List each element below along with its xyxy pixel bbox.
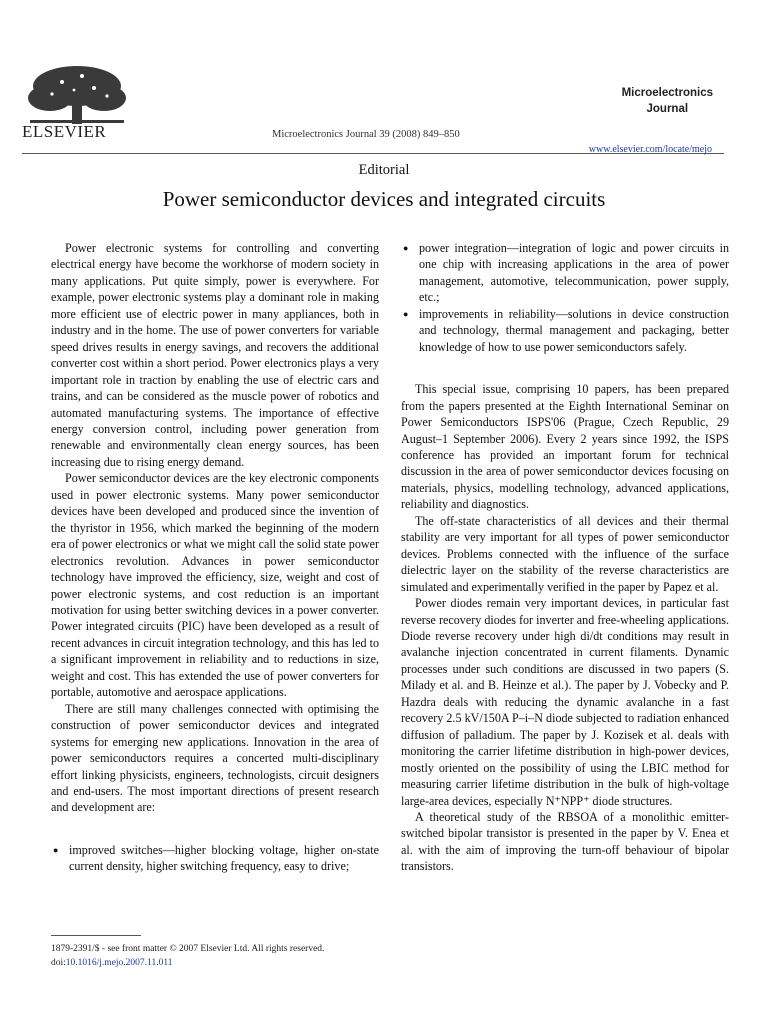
bullet-power-integration: ● power integration—integration of logic and power circuits in one chip with increasing applications in the area of power management, automotive, telecommunication, power supply, etc.; (401, 240, 729, 306)
paragraph-4: This special issue, comprising 10 papers, has been prepared from the papers presented at the Eighth International Seminar on Power Semiconductors ISPS'06 (Prague, Czech Republic, 29 August–1 September 2006). Every 2 years since 1992, the ISPS conference has provided an important forum for technical discussion in the area of power semiconductor devices focusing on materials, physics, modelling technology, advanced applications, reliability and diagnostics. (401, 382, 729, 512)
footer-rule (51, 935, 141, 936)
bullet-improved-switches: ● improved switches—higher blocking voltage, higher on-state current density, higher switching frequency, easy to drive; (51, 842, 379, 875)
publisher-name: ELSEVIER (22, 122, 107, 141)
left-column (51, 240, 379, 875)
paragraph-6: Power diodes remain very important devices, in particular fast reverse recovery diodes for inverter and free-wheeling applications. Diode reverse recovery under high di/dt conditions may result in avalanche injection concentrated in current filaments. Dynamic processes under such conditions are discussed in two papers (S. Milady et al. and B. Heinze et al.). The paper by J. Vobecky and P. Hazdra deals with reducing the dynamic avalanche in a fast recovery 2.5 kV/150A P–i–N diode subjected to radiation enhanced diffusion of palladium. The paper by J. Kozisek et al. deals with monitoring the carrier lifetime distribution in high-power devices, mostly oriented on the possibility of using the LBIC method for measuring carrier lifetime distribution in the bulk of high-voltage large-area devices, especially N⁺NPP⁺ diode structures. (401, 596, 729, 808)
journal-title-line2: Journal (646, 103, 689, 115)
doi-prefix: doi: (51, 958, 66, 968)
section-label: Editorial (358, 162, 410, 178)
copyright-line: 1879-2391/$ - see front matter © 2007 Elsevier Ltd. All rights reserved. (51, 944, 325, 954)
doi-link[interactable]: 10.1016/j.mejo.2007.11.011 (65, 958, 173, 968)
paragraph-1: Power electronic systems for controlling and converting electrical energy have become the workhorse of modern society in many applications. Put quite simply, power is everywhere. For example, power electronic systems play a dominant role in making more efficient use of electric power in many appliances, both in industry and in the home. The use of power converters for variable speed drives results in energy savings, and recovers the additional converter cost within a short period. Power electronics plays a very important role in traction by enabling the use of electric cars and trains, and can be considered as the muscle power of robotics and automated manufacturing systems. The importance of effective energy conversion control, including power generation from renewable and environmentally clean energy sources, has been increasing due to rising energy demand. (51, 241, 379, 469)
bullet-list-left (51, 842, 379, 875)
paragraph-7: A theoretical study of the RBSOA of a monolithic emitter-switched bipolar transistor is presented in the paper by V. Enea et al. with the aim of improving the turn-off behaviour of bipolar transistors. (401, 809, 729, 874)
paragraph-2: Power semiconductor devices are the key electronic components used in power electronic systems. Many power semiconductor devices have been developed and produced since the invention of the thyristor in 1956, which marked the beginning of the modern era of power electronics or what we might call the solid state power electronics revolution. Advances in power semiconductor technology have improved the efficiency, size, weight and cost of power electronic systems, and cost reduction is an important motivation for using better switching devices in a power converter. Power integrated circuits (PIC) have been developed as a result of recent advances in circuit integration technology, and this has led to a significant improvement in reliability and to reductions in size, weight and cost. This has extended the use of power converters for portable, automotive and aerospace applications. (51, 471, 379, 700)
right-column (401, 240, 729, 875)
paragraph-3: There are still many challenges connected with optimising the construction of power semiconductor devices and integrated systems for emerging new applications. Innovation in the area of power semiconductors requires a concerted multi-disciplinary effort linking physicists, engineers, technologists, circuit designers and end-users. The most important directions of present research and development are: (51, 701, 379, 815)
journal-title (622, 85, 713, 117)
paragraph-5: The off-state characteristics of all devices and their thermal stability are very important for all types of power semiconductor devices. Problems connected with the influence of the surface dielectric layer on the stability of the reverse characteristics are simulated and experimentally verified in the paper by Papez et al. (401, 513, 729, 594)
header-rule (22, 153, 724, 154)
footer (51, 942, 324, 970)
journal-citation: Microelectronics Journal 39 (2008) 849–850 (272, 129, 460, 140)
bullet-list-right (401, 240, 729, 355)
journal-url-link[interactable]: www.elsevier.com/locate/mejo (588, 144, 712, 155)
journal-title-line1: Microelectronics (621, 87, 713, 99)
bullet-reliability: ● improvements in reliability—solutions in device construction and technology, thermal management and packaging, better knowledge of how to use power semiconductors safely. (401, 306, 729, 355)
doi-line (51, 956, 324, 970)
article-title: Power semiconductor devices and integrated circuits (162, 187, 606, 211)
